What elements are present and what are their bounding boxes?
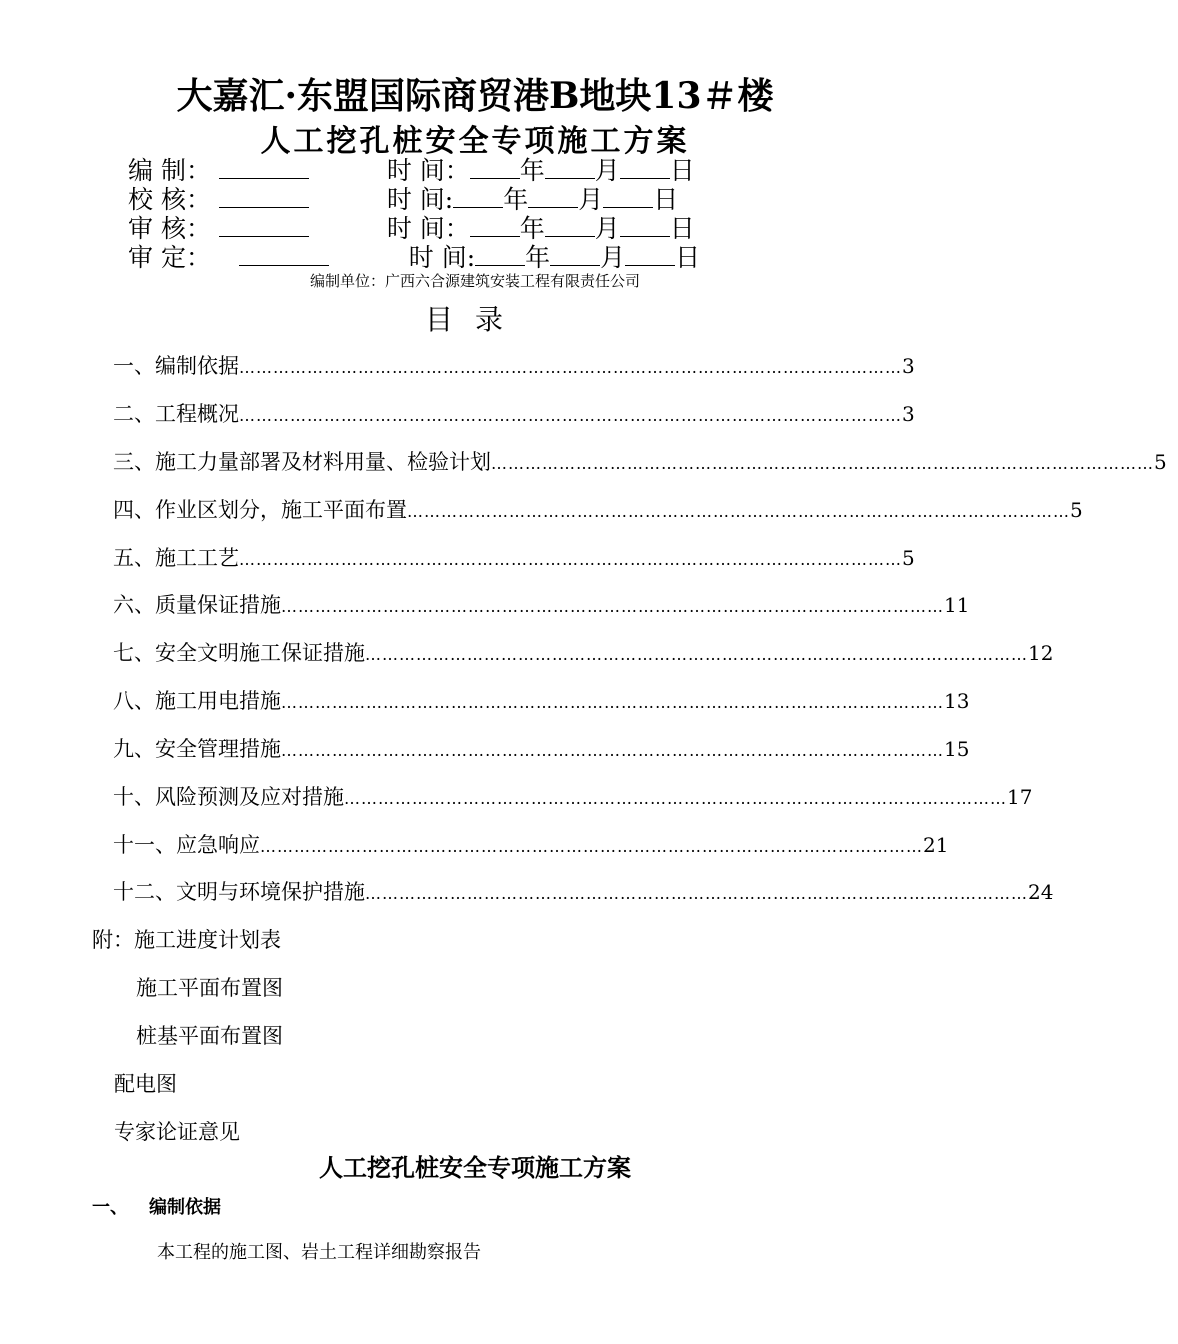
toc-leader-dots: ……………………………………………………………………………………………………… <box>344 789 1007 808</box>
time-label: 时 间： <box>386 156 470 185</box>
month-blank <box>528 183 578 208</box>
year-blank <box>453 183 503 208</box>
appendix-item: 专家论证意见 <box>114 1120 240 1144</box>
time-label: 时 间: <box>386 185 454 214</box>
toc-item-page: 15 <box>944 737 970 761</box>
toc-item[interactable] <box>113 686 970 716</box>
toc-item-label: 五、施工工艺 <box>113 546 239 570</box>
toc-leader-dots: ……………………………………………………………………………………………………… <box>239 550 902 569</box>
signature-row-check <box>128 183 678 213</box>
toc-item[interactable] <box>113 877 1054 907</box>
toc-item-page: 5 <box>1154 450 1167 474</box>
year-label: 年 <box>503 185 529 214</box>
toc-leader-dots: ……………………………………………………………………………………………………… <box>260 837 923 856</box>
toc-item-label: 十二、文明与环境保护措施 <box>113 880 365 904</box>
compiling-unit: 编制单位：广西六合源建筑安装工程有限责任公司 <box>309 272 640 290</box>
toc-item[interactable] <box>113 782 1033 812</box>
toc-item-label: 十一、应急响应 <box>113 833 260 857</box>
year-label: 年 <box>519 156 545 185</box>
toc-leader-dots: ……………………………………………………………………………………………………… <box>239 358 902 377</box>
toc-leader-dots: ……………………………………………………………………………………………………… <box>365 884 1028 903</box>
toc-item-page: 3 <box>902 354 915 378</box>
toc-leader-dots: ……………………………………………………………………………………………………… <box>281 741 944 760</box>
day-label: 日 <box>653 185 679 214</box>
toc-item-page: 3 <box>902 402 915 426</box>
month-label: 月 <box>600 243 626 272</box>
section-heading-text: 编制依据 <box>149 1197 221 1218</box>
time-label: 时 间： <box>386 214 470 243</box>
signature-row-approve <box>128 241 700 271</box>
document-subtitle: 人工挖孔桩安全专项施工方案 <box>260 124 690 159</box>
year-blank <box>470 212 520 237</box>
toc-item-label: 二、工程概况 <box>113 402 239 426</box>
appendix-label: 施工进度计划表 <box>134 928 281 952</box>
month-label: 月 <box>594 214 620 243</box>
appendix-item: 桩基平面布置图 <box>136 1024 283 1048</box>
toc-leader-dots: ……………………………………………………………………………………………………… <box>407 502 1070 521</box>
appendix-item: 配电图 <box>114 1072 177 1096</box>
month-label: 月 <box>594 156 620 185</box>
toc-item-page: 21 <box>923 833 949 857</box>
toc-item-page: 5 <box>902 546 915 570</box>
signature-label: 审 定： <box>128 243 211 272</box>
toc-item[interactable] <box>113 495 1083 525</box>
toc-item[interactable] <box>113 543 915 573</box>
signature-blank <box>219 212 309 237</box>
day-label: 日 <box>669 156 695 185</box>
toc-item[interactable] <box>113 399 915 429</box>
signature-label: 审 核： <box>128 214 211 243</box>
toc-leader-dots: ……………………………………………………………………………………………………… <box>281 693 944 712</box>
day-blank <box>620 154 670 179</box>
year-blank <box>470 154 520 179</box>
appendix-prefix: 附： <box>92 928 134 952</box>
toc-item-page: 11 <box>944 593 970 617</box>
signature-label: 校 核： <box>128 185 211 214</box>
year-blank <box>475 241 525 266</box>
toc-leader-dots: ……………………………………………………………………………………………………… <box>491 454 1154 473</box>
toc-item-label: 一、编制依据 <box>113 354 239 378</box>
toc-item[interactable] <box>113 734 970 764</box>
year-label: 年 <box>525 243 551 272</box>
toc-leader-dots: ……………………………………………………………………………………………………… <box>365 645 1028 664</box>
toc-item-label: 六、质量保证措施 <box>113 593 281 617</box>
toc-item-label: 十、风险预测及应对措施 <box>113 785 344 809</box>
signature-blank <box>219 154 309 179</box>
toc-item[interactable] <box>113 351 915 381</box>
section-heading <box>92 1193 221 1219</box>
appendix-item <box>92 925 281 955</box>
toc-leader-dots: ……………………………………………………………………………………………………… <box>281 597 944 616</box>
toc-item-page: 24 <box>1028 880 1054 904</box>
day-label: 日 <box>669 214 695 243</box>
toc-leader-dots: ……………………………………………………………………………………………………… <box>239 406 902 425</box>
year-label: 年 <box>519 214 545 243</box>
toc-item-page: 17 <box>1007 785 1033 809</box>
signature-label: 编 制： <box>128 156 211 185</box>
toc-item[interactable] <box>113 447 1167 477</box>
toc-item-label: 三、施工力量部署及材料用量、检验计划 <box>113 450 491 474</box>
section-heading-number: 一、 <box>92 1197 128 1218</box>
time-label: 时 间: <box>408 243 476 272</box>
section-title: 人工挖孔桩安全专项施工方案 <box>319 1153 631 1182</box>
day-blank <box>620 212 670 237</box>
toc-item-label: 九、安全管理措施 <box>113 737 281 761</box>
signature-row-compile <box>128 154 695 184</box>
toc-item-label: 四、作业区划分，施工平面布置 <box>113 498 407 522</box>
toc-item-page: 13 <box>944 689 970 713</box>
month-blank <box>550 241 600 266</box>
month-blank <box>545 154 595 179</box>
appendix-item: 施工平面布置图 <box>136 976 283 1000</box>
toc-item[interactable] <box>113 638 1054 668</box>
month-label: 月 <box>578 185 604 214</box>
toc-item-label: 八、施工用电措施 <box>113 689 281 713</box>
toc-item[interactable] <box>113 830 949 860</box>
section-paragraph: 本工程的施工图、岩土工程详细勘察报告 <box>157 1242 481 1263</box>
toc-heading: 目录 <box>424 303 525 336</box>
document-title: 大嘉汇·东盟国际商贸港B地块13＃楼 <box>176 75 774 117</box>
day-blank <box>625 241 675 266</box>
toc-item-page: 5 <box>1070 498 1083 522</box>
month-blank <box>545 212 595 237</box>
signature-blank <box>219 183 309 208</box>
toc-item-page: 12 <box>1028 641 1054 665</box>
signature-blank <box>239 241 329 266</box>
day-label: 日 <box>675 243 701 272</box>
toc-item[interactable] <box>113 590 970 620</box>
signature-row-review <box>128 212 695 242</box>
day-blank <box>603 183 653 208</box>
toc-item-label: 七、安全文明施工保证措施 <box>113 641 365 665</box>
